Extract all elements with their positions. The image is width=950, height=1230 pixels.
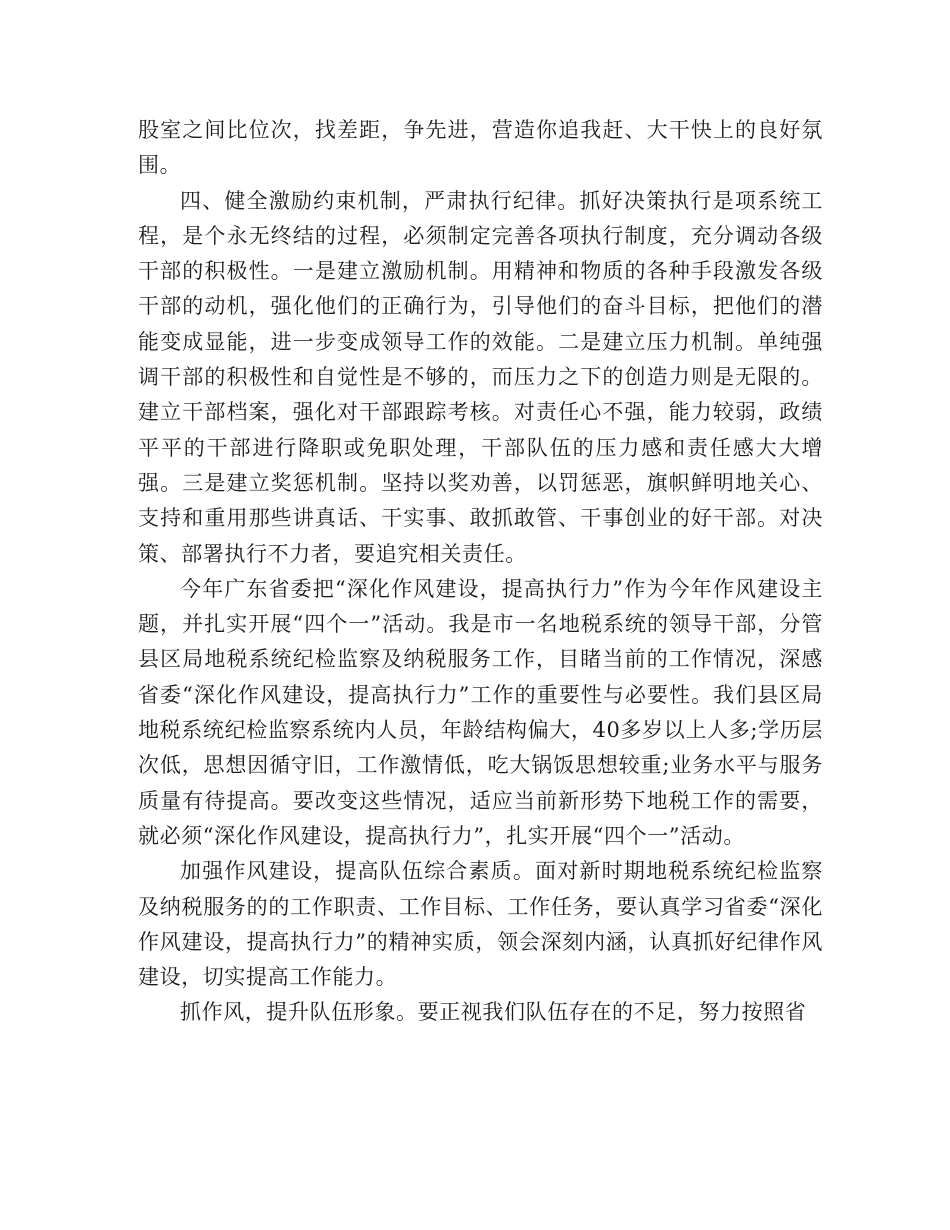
paragraph-strengthen-style: 加强作风建设，提高队伍综合素质。面对新时期地税系统纪检监察及纳税服务的的工作职责、工作目标、工作任务，要认真学习省委“深化作风建设，提高执行力”的精神实质，领会深刻内涵，认真抓好纪律作风建设，切实提高工作能力。 bbox=[138, 859, 823, 990]
paragraph-guangdong-theme: 今年广东省委把“深化作风建设，提高执行力”作为今年作风建设主题，并扎实开展“四个一”活动。我是市一名地税系统的领导干部，分管县区局地税系统纪检监察及纳税服务工作，目睹当前的工作情况，深感省委“深化作风建设，提高执行力”工作的重要性与必要性。我们县区局地税系统纪检监察系统内人员，年龄结构偏大，40多岁以上人多;学历层次低，思想因循守旧，工作激情低，吃大锅饭思想较重;业务水平与服务质量有待提高。要改变这些情况，适应当前新形势下地税工作的需要，就必须“深化作风建设，提高执行力”，扎实开展“四个一”活动。 bbox=[138, 576, 823, 848]
paragraph-incentive-mechanism: 四、健全激励约束机制，严肃执行纪律。抓好决策执行是项系统工程，是个永无终结的过程，必须制定完善各项执行制度，充分调动各级干部的积极性。一是建立激励机制。用精神和物质的各种手段激发各级干部的动机，强化他们的正确行为，引导他们的奋斗目标，把他们的潜能变成显能，进一步变成领导工作的效能。二是建立压力机制。单纯强调干部的积极性和自觉性是不够的，而压力之下的创造力则是无限的。建立干部档案，强化对干部跟踪考核。对责任心不强，能力较弱，政绩平平的干部进行降职或免职处理，干部队伍的压力感和责任感大大增强。三是建立奖惩机制。坚持以奖劝善，以罚惩恶，旗帜鲜明地关心、支持和重用那些讲真话、干实事、敢抓敢管、干事创业的好干部。对决策、部署执行不力者，要追究相关责任。 bbox=[138, 188, 823, 566]
paragraph-team-image: 抓作风，提升队伍形象。要正视我们队伍存在的不足，努力按照省 bbox=[180, 1000, 807, 1025]
paragraph-continuation: 股室之间比位次，找差距，争先进，营造你追我赶、大干快上的良好氛围。 bbox=[138, 118, 823, 178]
document-body bbox=[138, 113, 823, 1031]
